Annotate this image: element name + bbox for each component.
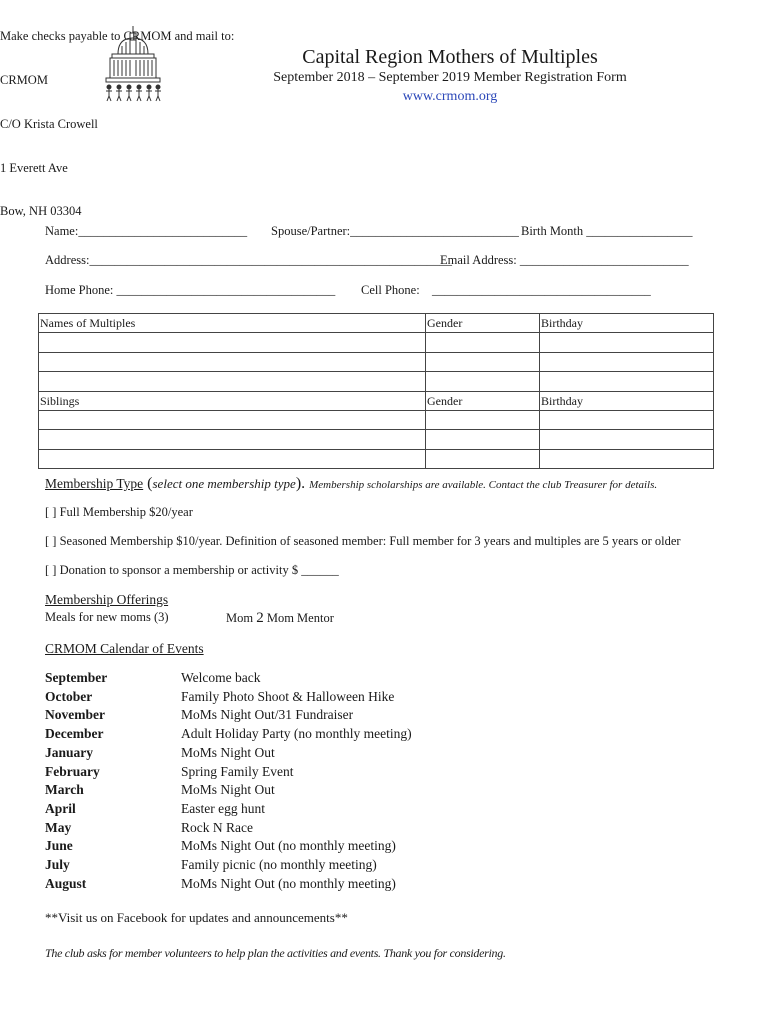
membership-type-heading: Membership Type bbox=[45, 476, 144, 491]
seasoned-membership-option[interactable]: [ ] Seasoned Membership $10/year. Definition of seasoned member: Full member for 3 years and multiples are 5 years or older bbox=[45, 534, 681, 548]
table-cell[interactable] bbox=[540, 410, 714, 429]
mailing-line: Make checks payable to CRMOM and mail to: bbox=[0, 29, 235, 44]
address-field[interactable]: Address:__________________________________________________________ bbox=[45, 253, 452, 267]
event-name: Adult Holiday Party (no monthly meeting) bbox=[181, 726, 412, 742]
event-name: MoMs Night Out (no monthly meeting) bbox=[181, 838, 396, 854]
table-cell[interactable] bbox=[39, 372, 426, 391]
table-row[interactable] bbox=[39, 430, 714, 449]
table-cell[interactable] bbox=[426, 352, 540, 371]
list-item bbox=[45, 800, 412, 819]
mentor-offering bbox=[226, 610, 334, 627]
table-row bbox=[39, 391, 714, 410]
select-note: select one membership type bbox=[152, 476, 296, 491]
event-name: Spring Family Event bbox=[181, 763, 294, 779]
volunteer-note: The club asks for member volunteers to help plan the activities and events. Thank you for considering. bbox=[45, 946, 506, 960]
gender-header: Gender bbox=[426, 391, 540, 410]
gender-header: Gender bbox=[426, 314, 540, 333]
event-name: Easter egg hunt bbox=[181, 800, 265, 816]
siblings-header: Siblings bbox=[39, 391, 426, 410]
table-row[interactable] bbox=[39, 449, 714, 468]
mentor-number: 2 bbox=[256, 610, 264, 626]
event-name: MoMs Night Out/31 Fundraiser bbox=[181, 707, 354, 723]
table-cell[interactable] bbox=[39, 410, 426, 429]
event-name: Family Photo Shoot & Halloween Hike bbox=[181, 688, 395, 704]
list-item bbox=[45, 875, 412, 894]
email-field[interactable]: Email Address: ___________________________ bbox=[440, 253, 689, 267]
membership-type-line bbox=[45, 475, 657, 493]
offerings-heading: Membership Offerings bbox=[45, 592, 169, 607]
table-row[interactable] bbox=[39, 333, 714, 352]
event-month: January bbox=[45, 744, 94, 760]
home-phone-field[interactable]: Home Phone: ___________________________________ bbox=[45, 283, 336, 297]
table-cell[interactable] bbox=[426, 372, 540, 391]
multiples-header: Names of Multiples bbox=[39, 314, 426, 333]
event-month: June bbox=[45, 838, 73, 854]
table-cell[interactable] bbox=[540, 333, 714, 352]
table-cell[interactable] bbox=[540, 449, 714, 468]
mailing-line: C/O Krista Crowell bbox=[0, 116, 98, 131]
list-item bbox=[45, 688, 412, 707]
table-cell[interactable] bbox=[540, 430, 714, 449]
list-item bbox=[45, 763, 412, 782]
paren-open: ( bbox=[147, 475, 153, 492]
event-name: Welcome back bbox=[181, 670, 261, 685]
table-row[interactable] bbox=[39, 372, 714, 391]
cell-phone-field[interactable]: ___________________________________ bbox=[432, 283, 651, 297]
event-name: MoMs Night Out (no monthly meeting) bbox=[181, 875, 396, 891]
name-field[interactable]: Name:___________________________ bbox=[45, 224, 248, 238]
list-item bbox=[45, 725, 412, 744]
mentor-text: Mom Mentor bbox=[263, 611, 334, 625]
table-row[interactable] bbox=[39, 352, 714, 371]
table-row[interactable] bbox=[39, 410, 714, 429]
event-month: August bbox=[45, 875, 87, 891]
table-cell[interactable] bbox=[426, 449, 540, 468]
birth-month-field[interactable]: Birth Month _________________ bbox=[521, 224, 693, 238]
event-month: March bbox=[45, 782, 84, 798]
calendar-heading: CRMOM Calendar of Events bbox=[45, 641, 204, 656]
event-month: July bbox=[45, 857, 70, 873]
table-cell[interactable] bbox=[39, 352, 426, 371]
table-cell[interactable] bbox=[540, 372, 714, 391]
event-month: April bbox=[45, 800, 76, 816]
event-month: October bbox=[45, 688, 93, 704]
list-item bbox=[45, 669, 412, 688]
table-row bbox=[39, 314, 714, 333]
table-cell[interactable] bbox=[39, 449, 426, 468]
facebook-note: **Visit us on Facebook for updates and announcements** bbox=[45, 910, 348, 925]
children-table bbox=[38, 313, 714, 469]
spouse-field[interactable]: Spouse/Partner:___________________________ bbox=[271, 224, 519, 238]
full-membership-option[interactable]: [ ] Full Membership $20/year bbox=[45, 505, 193, 519]
form-subtitle: September 2018 – September 2019 Member Registration Form bbox=[273, 70, 627, 85]
table-cell[interactable] bbox=[426, 430, 540, 449]
table-cell[interactable] bbox=[39, 333, 426, 352]
list-item bbox=[45, 781, 412, 800]
table-cell[interactable] bbox=[39, 430, 426, 449]
mailing-line: CRMOM bbox=[0, 72, 48, 87]
event-name: MoMs Night Out bbox=[181, 744, 275, 760]
mentor-text: Mom bbox=[226, 611, 257, 625]
calendar-list bbox=[45, 669, 412, 893]
list-item bbox=[45, 837, 412, 856]
website-link[interactable]: www.crmom.org bbox=[402, 89, 498, 104]
event-month: May bbox=[45, 819, 72, 835]
mailing-line: 1 Everett Ave bbox=[0, 160, 68, 175]
event-month: February bbox=[45, 763, 100, 779]
list-item bbox=[45, 856, 412, 875]
table-cell[interactable] bbox=[540, 352, 714, 371]
mailing-line: Bow, NH 03304 bbox=[0, 204, 82, 219]
table-cell[interactable] bbox=[426, 410, 540, 429]
event-name: Family picnic (no monthly meeting) bbox=[181, 857, 377, 873]
form-title: Capital Region Mothers of Multiples bbox=[302, 46, 598, 68]
event-name: MoMs Night Out bbox=[181, 782, 275, 798]
cell-phone-label: Cell Phone: bbox=[361, 283, 420, 297]
event-month: December bbox=[45, 726, 104, 742]
table-cell[interactable] bbox=[426, 333, 540, 352]
list-item bbox=[45, 706, 412, 725]
paren-close: ). bbox=[295, 475, 306, 492]
birthday-header: Birthday bbox=[540, 314, 714, 333]
meals-offering: Meals for new moms (3) bbox=[45, 610, 169, 624]
donation-option[interactable]: [ ] Donation to sponsor a membership or activity $ ______ bbox=[45, 563, 339, 577]
event-month: September bbox=[45, 670, 108, 685]
list-item bbox=[45, 744, 412, 763]
event-name: Rock N Race bbox=[181, 819, 253, 835]
event-month: November bbox=[45, 707, 105, 723]
list-item bbox=[45, 819, 412, 838]
birthday-header: Birthday bbox=[540, 391, 714, 410]
scholarship-note: Membership scholarships are available. Contact the club Treasurer for details. bbox=[309, 479, 658, 491]
